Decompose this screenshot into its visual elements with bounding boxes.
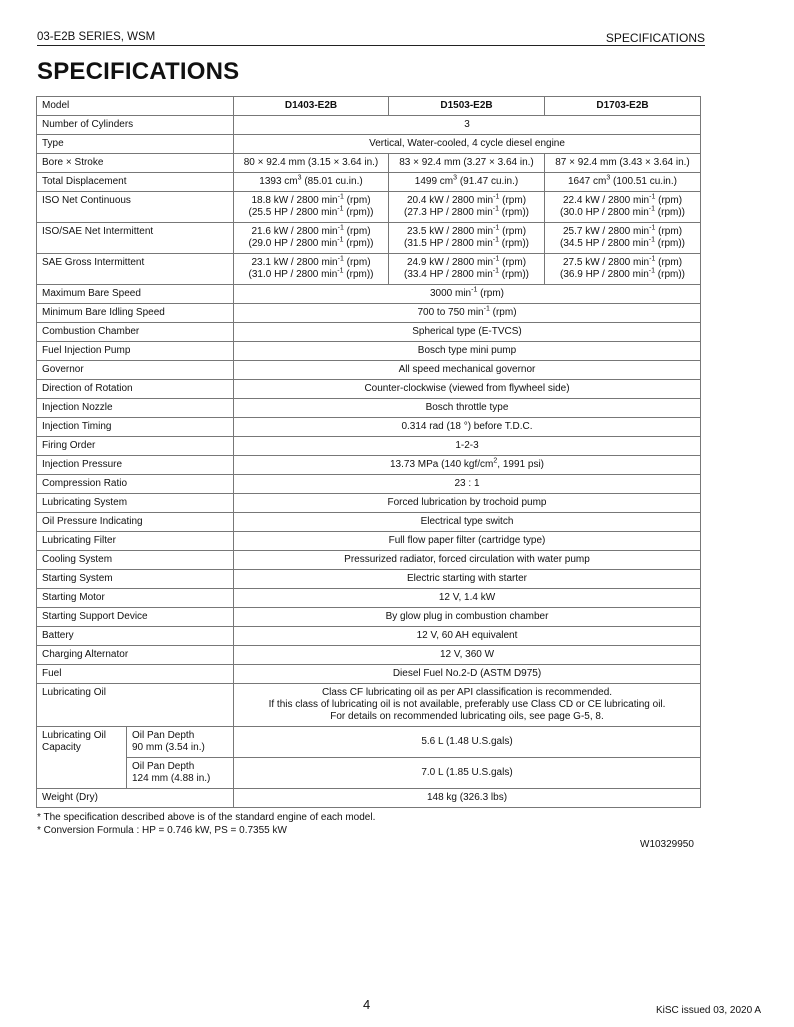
value-text: 23.1 kW / 2800 min [251, 257, 338, 268]
value-text: (91.47 cu.in.) [457, 176, 519, 187]
row-label: Lubricating Oil [37, 684, 234, 727]
value-text: (rpm) [655, 257, 683, 268]
row-value: Counter-clockwise (viewed from flywheel side) [234, 380, 701, 399]
spec-row [37, 627, 701, 646]
row-value: 83 × 92.4 mm (3.27 × 3.64 in.) [389, 154, 545, 173]
superscript: 3 [297, 174, 302, 182]
row-label [37, 727, 127, 789]
superscript: 3 [606, 174, 611, 182]
row-label: Battery [37, 627, 234, 646]
value-text: 23.5 kW / 2800 min [406, 226, 494, 237]
spec-row [37, 361, 701, 380]
superscript: -1 [471, 286, 478, 294]
label-line: Oil Pan Depth [132, 761, 195, 772]
model-name: D1503-E2B [389, 97, 545, 116]
value-line: For details on recommended lubricating oils, see page G-5, 8. [330, 711, 604, 722]
row-label: Firing Order [37, 437, 234, 456]
footnotes [37, 811, 375, 837]
row-value [389, 173, 545, 192]
row-value [545, 173, 701, 192]
spec-row [37, 475, 701, 494]
model-row [37, 97, 701, 116]
value-text: (31.5 HP / 2800 min [404, 238, 493, 249]
spec-row [37, 285, 701, 304]
row-value: Diesel Fuel No.2-D (ASTM D975) [234, 665, 701, 684]
row-value: 3 [234, 116, 701, 135]
value-text: 700 to 750 min [417, 307, 484, 318]
row-value: Electric starting with starter [234, 570, 701, 589]
issue-info: KiSC issued 03, 2020 A [656, 1005, 762, 1016]
spec-row [37, 116, 701, 135]
superscript: -1 [337, 255, 344, 263]
spec-row [37, 589, 701, 608]
row-value: 1-2-3 [234, 437, 701, 456]
row-value: Pressurized radiator, forced circulation with water pump [234, 551, 701, 570]
row-label: Starting System [37, 570, 234, 589]
model-name: D1403-E2B [234, 97, 389, 116]
row-label: Bore × Stroke [37, 154, 234, 173]
footnote-conversion-formula: * Conversion Formula : HP = 0.746 kW, PS = 0.7355 kW [37, 825, 287, 836]
value-text: (rpm)) [655, 269, 685, 280]
row-value: 12 V, 360 W [234, 646, 701, 665]
superscript: -1 [648, 267, 655, 275]
superscript: 2 [493, 457, 498, 465]
spec-row [37, 323, 701, 342]
page-title: SPECIFICATIONS [37, 58, 240, 85]
sub-label [127, 758, 234, 789]
row-value: 12 V, 1.4 kW [234, 589, 701, 608]
value-text: (rpm)) [343, 207, 374, 218]
row-label: Number of Cylinders [37, 116, 234, 135]
value-text: 24.9 kW / 2800 min [406, 257, 494, 268]
row-label: Injection Nozzle [37, 399, 234, 418]
row-label: Model [37, 97, 234, 116]
row-label: Starting Support Device [37, 608, 234, 627]
spec-row [37, 223, 701, 254]
value-text: 18.8 kW / 2800 min [251, 195, 338, 206]
superscript: -1 [493, 255, 500, 263]
value-text: (rpm) [343, 226, 371, 237]
spec-row [37, 494, 701, 513]
value-text: (100.51 cu.in.) [610, 176, 677, 187]
row-value [234, 192, 389, 223]
row-value [234, 684, 701, 727]
row-value: 7.0 L (1.85 U.S.gals) [234, 758, 701, 789]
row-value [389, 192, 545, 223]
document-code: W10329950 [640, 839, 694, 850]
value-text: 20.4 kW / 2800 min [406, 195, 494, 206]
value-text: 25.7 kW / 2800 min [562, 226, 650, 237]
label-line: 90 mm (3.54 in.) [132, 742, 205, 753]
row-value: Electrical type switch [234, 513, 701, 532]
value-line: Class CF lubricating oil as per API classification is recommended. [321, 687, 613, 698]
row-value: 12 V, 60 AH equivalent [234, 627, 701, 646]
value-text: (rpm) [499, 257, 527, 268]
sub-label [127, 727, 234, 758]
spec-row [37, 437, 701, 456]
row-value [545, 223, 701, 254]
value-text: (rpm)) [499, 207, 529, 218]
row-value [234, 223, 389, 254]
superscript: -1 [483, 305, 490, 313]
row-value [234, 173, 389, 192]
row-label: Lubricating Filter [37, 532, 234, 551]
row-label: Injection Pressure [37, 456, 234, 475]
spec-row [37, 254, 701, 285]
value-text: (85.01 cu.in.) [301, 176, 363, 187]
spec-row [37, 380, 701, 399]
value-text: (rpm)) [499, 238, 529, 249]
header-manual-name: 03-E2B SERIES, WSM [37, 31, 156, 43]
spec-row [37, 135, 701, 154]
value-text: (rpm)) [655, 207, 685, 218]
superscript: -1 [492, 267, 499, 275]
spec-row [37, 789, 701, 808]
spec-row [37, 532, 701, 551]
spec-row [37, 646, 701, 665]
row-value: Bosch throttle type [234, 399, 701, 418]
spec-row [37, 608, 701, 627]
spec-row [37, 727, 701, 758]
row-value: 0.314 rad (18 °) before T.D.C. [234, 418, 701, 437]
header-section-name: SPECIFICATIONS [605, 31, 705, 45]
row-value: 80 × 92.4 mm (3.15 × 3.64 in.) [234, 154, 389, 173]
row-value [545, 254, 701, 285]
superscript: -1 [337, 267, 344, 275]
value-text: (rpm) [343, 195, 371, 206]
spec-row [37, 342, 701, 361]
spec-row [37, 173, 701, 192]
row-label: Injection Timing [37, 418, 234, 437]
value-text: (rpm) [489, 307, 517, 318]
superscript: -1 [492, 205, 499, 213]
page-number: 4 [363, 997, 371, 1012]
label-line: Capacity [42, 742, 81, 753]
spec-row [37, 551, 701, 570]
value-text: 3000 min [429, 288, 472, 299]
value-text: (27.3 HP / 2800 min [404, 207, 493, 218]
spec-row [37, 758, 701, 789]
row-label: ISO/SAE Net Intermittent [37, 223, 234, 254]
value-text: (29.0 HP / 2800 min [248, 238, 338, 249]
superscript: -1 [493, 193, 500, 201]
value-text: (rpm)) [499, 269, 529, 280]
row-label: Fuel Injection Pump [37, 342, 234, 361]
value-text: , 1991 psi) [497, 459, 544, 470]
row-label: Lubricating System [37, 494, 234, 513]
value-text: (rpm) [499, 195, 527, 206]
row-value: All speed mechanical governor [234, 361, 701, 380]
row-value: Bosch type mini pump [234, 342, 701, 361]
superscript: -1 [337, 205, 344, 213]
spec-row [37, 399, 701, 418]
row-label: Direction of Rotation [37, 380, 234, 399]
row-value: Full flow paper filter (cartridge type) [234, 532, 701, 551]
superscript: -1 [492, 236, 499, 244]
row-value [234, 456, 701, 475]
row-label: Weight (Dry) [37, 789, 234, 808]
spec-row [37, 154, 701, 173]
spec-row [37, 665, 701, 684]
model-name: D1703-E2B [545, 97, 701, 116]
superscript: 3 [453, 174, 458, 182]
superscript: -1 [337, 224, 344, 232]
value-text: (31.0 HP / 2800 min [248, 269, 338, 280]
row-label: Total Displacement [37, 173, 234, 192]
value-text: 1393 cm [259, 176, 298, 187]
row-value [234, 254, 389, 285]
spec-row [37, 513, 701, 532]
row-value: 87 × 92.4 mm (3.43 × 3.64 in.) [545, 154, 701, 173]
spec-row [37, 684, 701, 727]
value-text: (30.0 HP / 2800 min [560, 207, 649, 218]
value-line: If this class of lubricating oil is not available, preferably use Class CD or CE lubricating oil. [268, 699, 666, 710]
row-label: Minimum Bare Idling Speed [37, 304, 234, 323]
value-text: 21.6 kW / 2800 min [251, 226, 338, 237]
value-text: 1499 cm [414, 176, 454, 187]
spec-row [37, 456, 701, 475]
superscript: -1 [648, 236, 655, 244]
row-value [234, 304, 701, 323]
value-text: (25.5 HP / 2800 min [248, 207, 338, 218]
row-value [234, 285, 701, 304]
value-text: (rpm) [499, 226, 527, 237]
row-label: Cooling System [37, 551, 234, 570]
value-text: 22.4 kW / 2800 min [562, 195, 650, 206]
superscript: -1 [649, 224, 656, 232]
row-value: By glow plug in combustion chamber [234, 608, 701, 627]
row-value: 23 : 1 [234, 475, 701, 494]
row-value [389, 254, 545, 285]
label-line: Lubricating Oil [42, 730, 106, 741]
superscript: -1 [493, 224, 500, 232]
page-header [37, 31, 705, 46]
row-label: Compression Ratio [37, 475, 234, 494]
value-text: 27.5 kW / 2800 min [562, 257, 650, 268]
superscript: -1 [649, 255, 656, 263]
superscript: -1 [648, 205, 655, 213]
footnote-standard-engine: * The specification described above is of the standard engine of each model. [37, 812, 376, 823]
spec-row [37, 192, 701, 223]
row-label: Fuel [37, 665, 234, 684]
value-text: 1647 cm [568, 176, 607, 187]
row-label: ISO Net Continuous [37, 192, 234, 223]
value-text: (rpm) [655, 226, 683, 237]
specifications-table [36, 96, 701, 808]
row-label: Charging Alternator [37, 646, 234, 665]
value-text: (rpm) [477, 288, 505, 299]
row-label: SAE Gross Intermittent [37, 254, 234, 285]
spec-row [37, 418, 701, 437]
label-line: Oil Pan Depth [132, 730, 195, 741]
label-line: 124 mm (4.88 in.) [132, 773, 211, 784]
row-label: Oil Pressure Indicating [37, 513, 234, 532]
value-text: (36.9 HP / 2800 min [560, 269, 649, 280]
superscript: -1 [649, 193, 656, 201]
value-text: (33.4 HP / 2800 min [404, 269, 493, 280]
value-text: 13.73 MPa (140 kgf/cm [390, 459, 494, 470]
value-text: (rpm) [655, 195, 683, 206]
row-value [545, 192, 701, 223]
value-text: (rpm)) [343, 269, 374, 280]
spec-row [37, 304, 701, 323]
row-label: Maximum Bare Speed [37, 285, 234, 304]
row-value: Forced lubrication by trochoid pump [234, 494, 701, 513]
value-text: (rpm) [343, 257, 371, 268]
row-label: Type [37, 135, 234, 154]
value-text: (34.5 HP / 2800 min [560, 238, 649, 249]
row-value: Vertical, Water-cooled, 4 cycle diesel engine [234, 135, 701, 154]
row-label: Starting Motor [37, 589, 234, 608]
value-text: (rpm)) [343, 238, 374, 249]
row-value: 148 kg (326.3 lbs) [234, 789, 701, 808]
row-label: Governor [37, 361, 234, 380]
row-value: Spherical type (E-TVCS) [234, 323, 701, 342]
spec-row [37, 570, 701, 589]
superscript: -1 [337, 236, 344, 244]
row-label: Combustion Chamber [37, 323, 234, 342]
row-value: 5.6 L (1.48 U.S.gals) [234, 727, 701, 758]
row-value [389, 223, 545, 254]
value-text: (rpm)) [655, 238, 685, 249]
superscript: -1 [337, 193, 344, 201]
